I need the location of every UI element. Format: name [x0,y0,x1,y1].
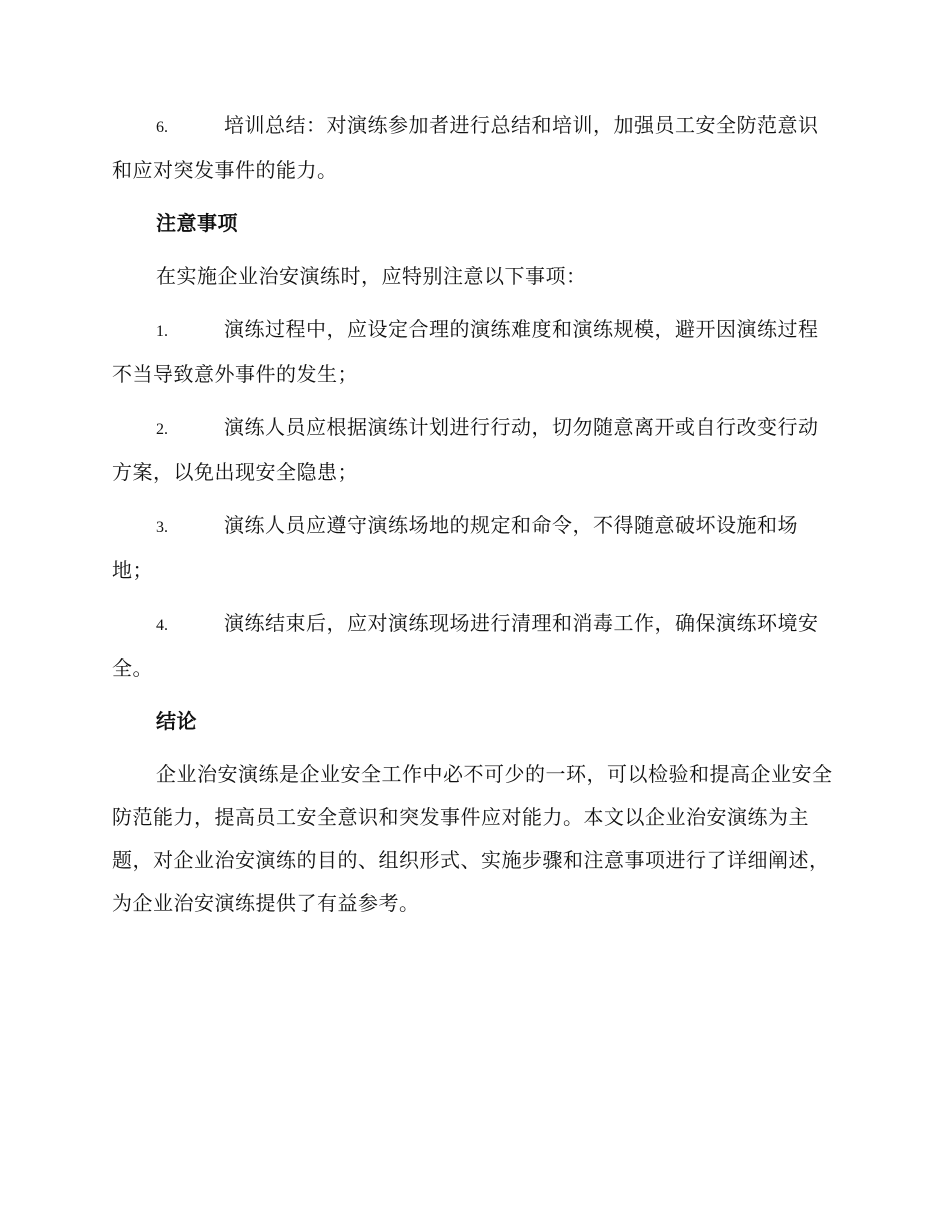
section-heading-conclusion: 结论 [156,709,197,733]
conclusion-paragraph: 企业治安演练是企业安全工作中必不可少的一环，可以检验和提高企业安全防范能力，提高员工安全意识和突发事件应对能力。本文以企业治安演练为主题，对企业治安演练的目的、组织形式、实施步骤和注意事项进行了详细阐述，为企业治安演练提供了有益参考。 [112,762,833,915]
list-item-text: 演练人员应根据演练计划进行行动，切勿随意离开或自行改变行动方案，以免出现安全隐患； [112,415,819,484]
list-item-text: 演练人员应遵守演练场地的规定和命令，不得随意破坏设施和场地； [112,513,798,582]
list-number: 3. [156,519,168,536]
list-number: 1. [156,323,168,340]
notes-list-item-3 [112,504,835,592]
notes-intro-paragraph: 在实施企业治安演练时，应特别注意以下事项： [156,264,587,288]
list-item-text: 演练结束后，应对演练现场进行清理和消毒工作，确保演练环境安全。 [112,611,819,680]
list-number: 6. [156,119,168,136]
section-heading-notes: 注意事项 [156,211,238,235]
list-number: 4. [156,617,168,634]
list-item-text: 培训总结：对演练参加者进行总结和培训，加强员工安全防范意识和应对突发事件的能力。 [112,113,819,182]
notes-list-item-1 [112,308,835,396]
notes-list-item-4 [112,602,835,690]
list-item-text: 演练过程中，应设定合理的演练难度和演练规模，避开因演练过程不当导致意外事件的发生； [112,317,819,386]
list-item-6 [112,104,835,192]
notes-list-item-2 [112,406,835,494]
document-body [112,104,835,935]
list-number: 2. [156,421,168,438]
